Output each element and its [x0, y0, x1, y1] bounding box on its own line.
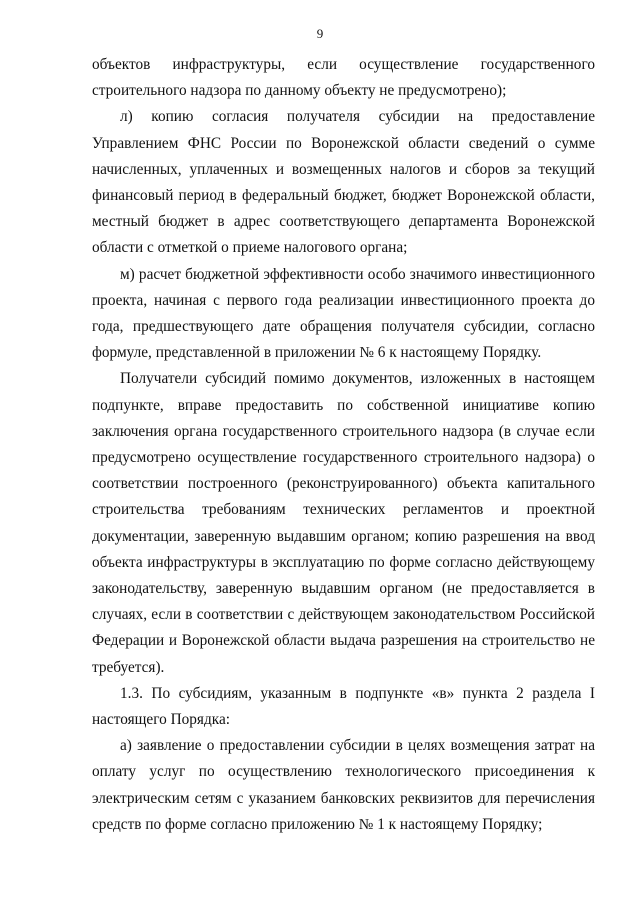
- paragraph-section-1-3: 1.3. По субсидиям, указанным в подпункте «в» пункта 2 раздела I настоящего Порядка:: [92, 684, 595, 729]
- page-number: 9: [316, 26, 324, 41]
- paragraph-item-l: л) копию согласия получателя субсидии на предоставление Управлением ФНС России по Воронежской области сведений о сумме начисленных, уплаченных и возмещенных налогов и сборов за текущий финансовый период в федеральный бюджет, бюджет Воронежской области, местный бюджет в адрес соответствующего департамента Воронежской области с отметкой о приеме налогового органа;: [92, 108, 595, 257]
- paragraph-continuation: объектов инфраструктуры, если осуществление государственного строительного надзора по данному объекту не предусмотрено);: [92, 56, 595, 100]
- paragraph-item-a: а) заявление о предоставлении субсидии в целях возмещения затрат на оплату услуг по осуществлению технологического присоединения к электрическим сетям с указанием банковских реквизитов для перечисления средств по форме согласно приложению № 1 к настоящему Порядку;: [92, 737, 595, 833]
- document-body: [92, 52, 595, 838]
- paragraph-item-m: м) расчет бюджетной эффективности особо значимого инвестиционного проекта, начиная с первого года реализации инвестиционного проекта до года, предшествующего дате обращения получателя субсидии, согласно формуле, представленной в приложении № 6 к настоящему Порядку.: [92, 265, 595, 362]
- paragraph-recipients-note: Получатели субсидий помимо документов, изложенных в настоящем подпункте, вправе предоставить по собственной инициативе копию заключения органа государственного строительного надзора (в случае если предусмотрено осуществление государственного строительного надзора) о соответствии построенного (реконструированного) объекта капитального строительства требованиям технических регламентов и проектной документации, заверенную выдавшим органом; копию разрешения на ввод объекта инфраструктуры в эксплуатацию по форме согласно действующему законодательству, заверенную выдавшим органом (не предоставляется в случаях, если в соответствии с действующем законодательством Российской Федерации и Воронежской области выдача разрешения на строительство не требуется).: [92, 370, 595, 676]
